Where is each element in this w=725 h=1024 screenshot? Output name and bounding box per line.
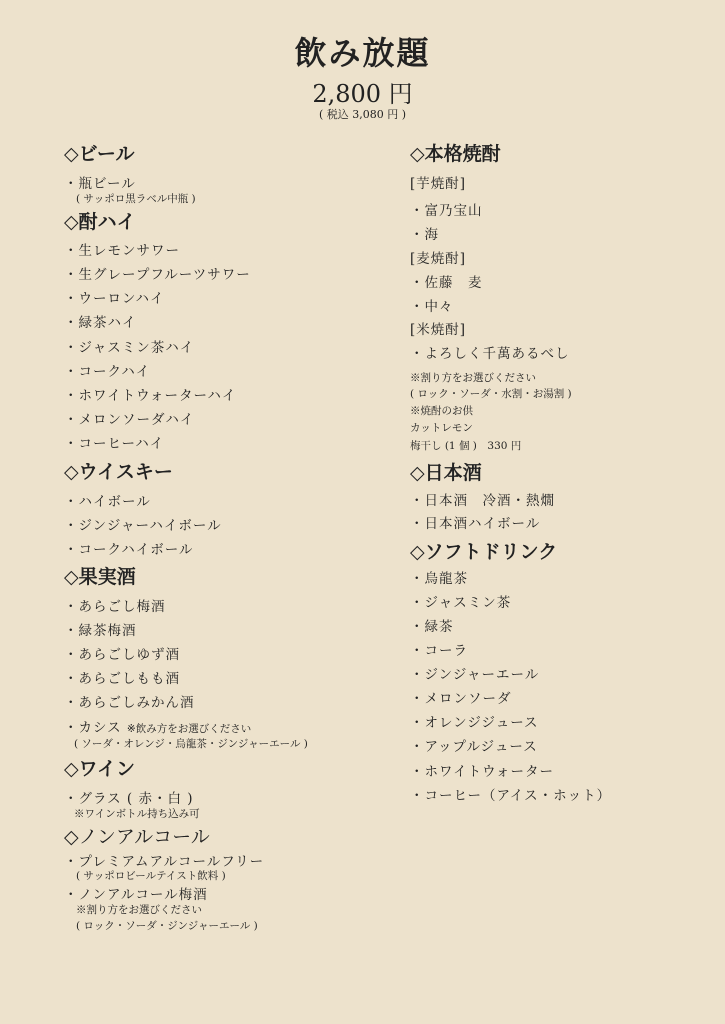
menu-item: ・生レモンサワー: [64, 243, 180, 259]
section-soft-drink-heading: ◇ソフトドリンク: [410, 541, 558, 563]
menu-item: ・烏龍茶: [410, 571, 468, 587]
menu-item: ・海: [410, 227, 439, 243]
menu-item: ・ジンジャーエール: [410, 667, 540, 683]
shochu-note: ※割り方をお選びください: [410, 372, 536, 384]
plan-price: 2,800 円: [312, 80, 413, 108]
category-label: [芋焼酎]: [410, 176, 467, 192]
menu-item: ・オレンジジュース: [410, 715, 539, 731]
menu-item: ・あらごし梅酒: [64, 599, 166, 615]
menu-item: ・コーラ: [410, 643, 468, 659]
section-fruit-liquor-heading: ◇果実酒: [64, 566, 136, 588]
menu-item: ・あらごしもも酒: [64, 671, 180, 687]
section-chuhai-heading: ◇酎ハイ: [64, 211, 136, 233]
shochu-note: 梅干し (1 個 ) 330 円: [410, 440, 522, 452]
shochu-note: カットレモン: [410, 422, 473, 434]
menu-item: ・アップルジュース: [410, 739, 538, 755]
menu-item-note: ※割り方をお選びください: [76, 904, 202, 916]
menu-item-note: ※ワインボトル持ち込み可: [74, 808, 200, 820]
category-label: [米焼酎]: [410, 322, 467, 338]
section-non-alcohol-heading: ◇ノンアルコール: [64, 826, 210, 848]
section-wine-heading: ◇ワイン: [64, 758, 136, 780]
menu-item: ・瓶ビール: [64, 176, 136, 192]
menu-item-note: ( サッポロ黒ラベル中瓶 ): [76, 193, 196, 205]
section-shochu-heading: ◇本格焼酎: [410, 143, 501, 165]
menu-item: ・中々: [410, 299, 454, 315]
menu-item-note: ※飲み方をお選びください: [126, 723, 252, 735]
shochu-note: ( ロック・ソーダ・水割・お湯割 ): [410, 388, 572, 400]
menu-item: ・あらごしゆず酒: [64, 647, 180, 663]
menu-item: ・メロンソーダ: [410, 691, 512, 707]
section-whisky-heading: ◇ウイスキー: [64, 461, 173, 483]
menu-item-label: ・カシス: [64, 720, 122, 736]
menu-item: ・ノンアルコール梅酒: [64, 887, 208, 903]
menu-item: ・緑茶ハイ: [64, 315, 137, 331]
category-label: [麦焼酎]: [410, 251, 467, 267]
menu-item: ・生グレープフルーツサワー: [64, 267, 251, 283]
menu-item-note: ( ソーダ・オレンジ・烏龍茶・ジンジャーエール ): [74, 738, 308, 750]
menu-item: ・緑茶梅酒: [64, 623, 137, 639]
section-beer-heading: ◇ビール: [64, 143, 135, 165]
menu-item: ・グラス ( 赤・白 ): [64, 791, 194, 807]
menu-item: ・あらごしみかん酒: [64, 695, 195, 711]
menu-item: ・ウーロンハイ: [64, 291, 165, 307]
menu-item: ・ホワイトウォーターハイ: [64, 388, 237, 404]
menu-title: 飲み放題: [294, 34, 431, 72]
menu-item: ・コークハイ: [64, 364, 151, 380]
menu-item: ・ホワイトウォーター: [410, 764, 555, 780]
menu-item: ・メロンソーダハイ: [64, 412, 195, 428]
menu-item-note: ( サッポロビールテイスト飲料 ): [76, 870, 226, 882]
menu-item-cassis: [64, 719, 251, 738]
menu-item: ・よろしく千萬あるべし: [410, 346, 570, 362]
menu-item: ・ジャスミン茶ハイ: [64, 340, 195, 356]
menu-item: ・プレミアムアルコールフリー: [64, 854, 265, 870]
section-sake-heading: ◇日本酒: [410, 462, 482, 484]
tax-included-price: ( 税込 3,080 円 ): [318, 108, 407, 121]
menu-item: ・日本酒ハイボール: [410, 516, 541, 532]
menu-item: ・コーヒー（アイス・ホット）: [410, 788, 612, 804]
menu-item: ・コーヒーハイ: [64, 436, 165, 452]
menu-item: ・日本酒 冷酒・熱燗: [410, 493, 555, 509]
menu-item-note: ( ロック・ソーダ・ジンジャーエール ): [76, 920, 258, 932]
menu-item: ・ハイボール: [64, 494, 151, 510]
menu-item: ・緑茶: [410, 619, 454, 635]
menu-item: ・富乃宝山: [410, 203, 483, 219]
shochu-note: ※焼酎のお供: [410, 405, 473, 417]
menu-item: ・佐藤 麦: [410, 275, 483, 291]
menu-item: ・ジンジャーハイボール: [64, 518, 222, 534]
menu-item: ・コークハイボール: [64, 542, 194, 558]
menu-item: ・ジャスミン茶: [410, 595, 512, 611]
